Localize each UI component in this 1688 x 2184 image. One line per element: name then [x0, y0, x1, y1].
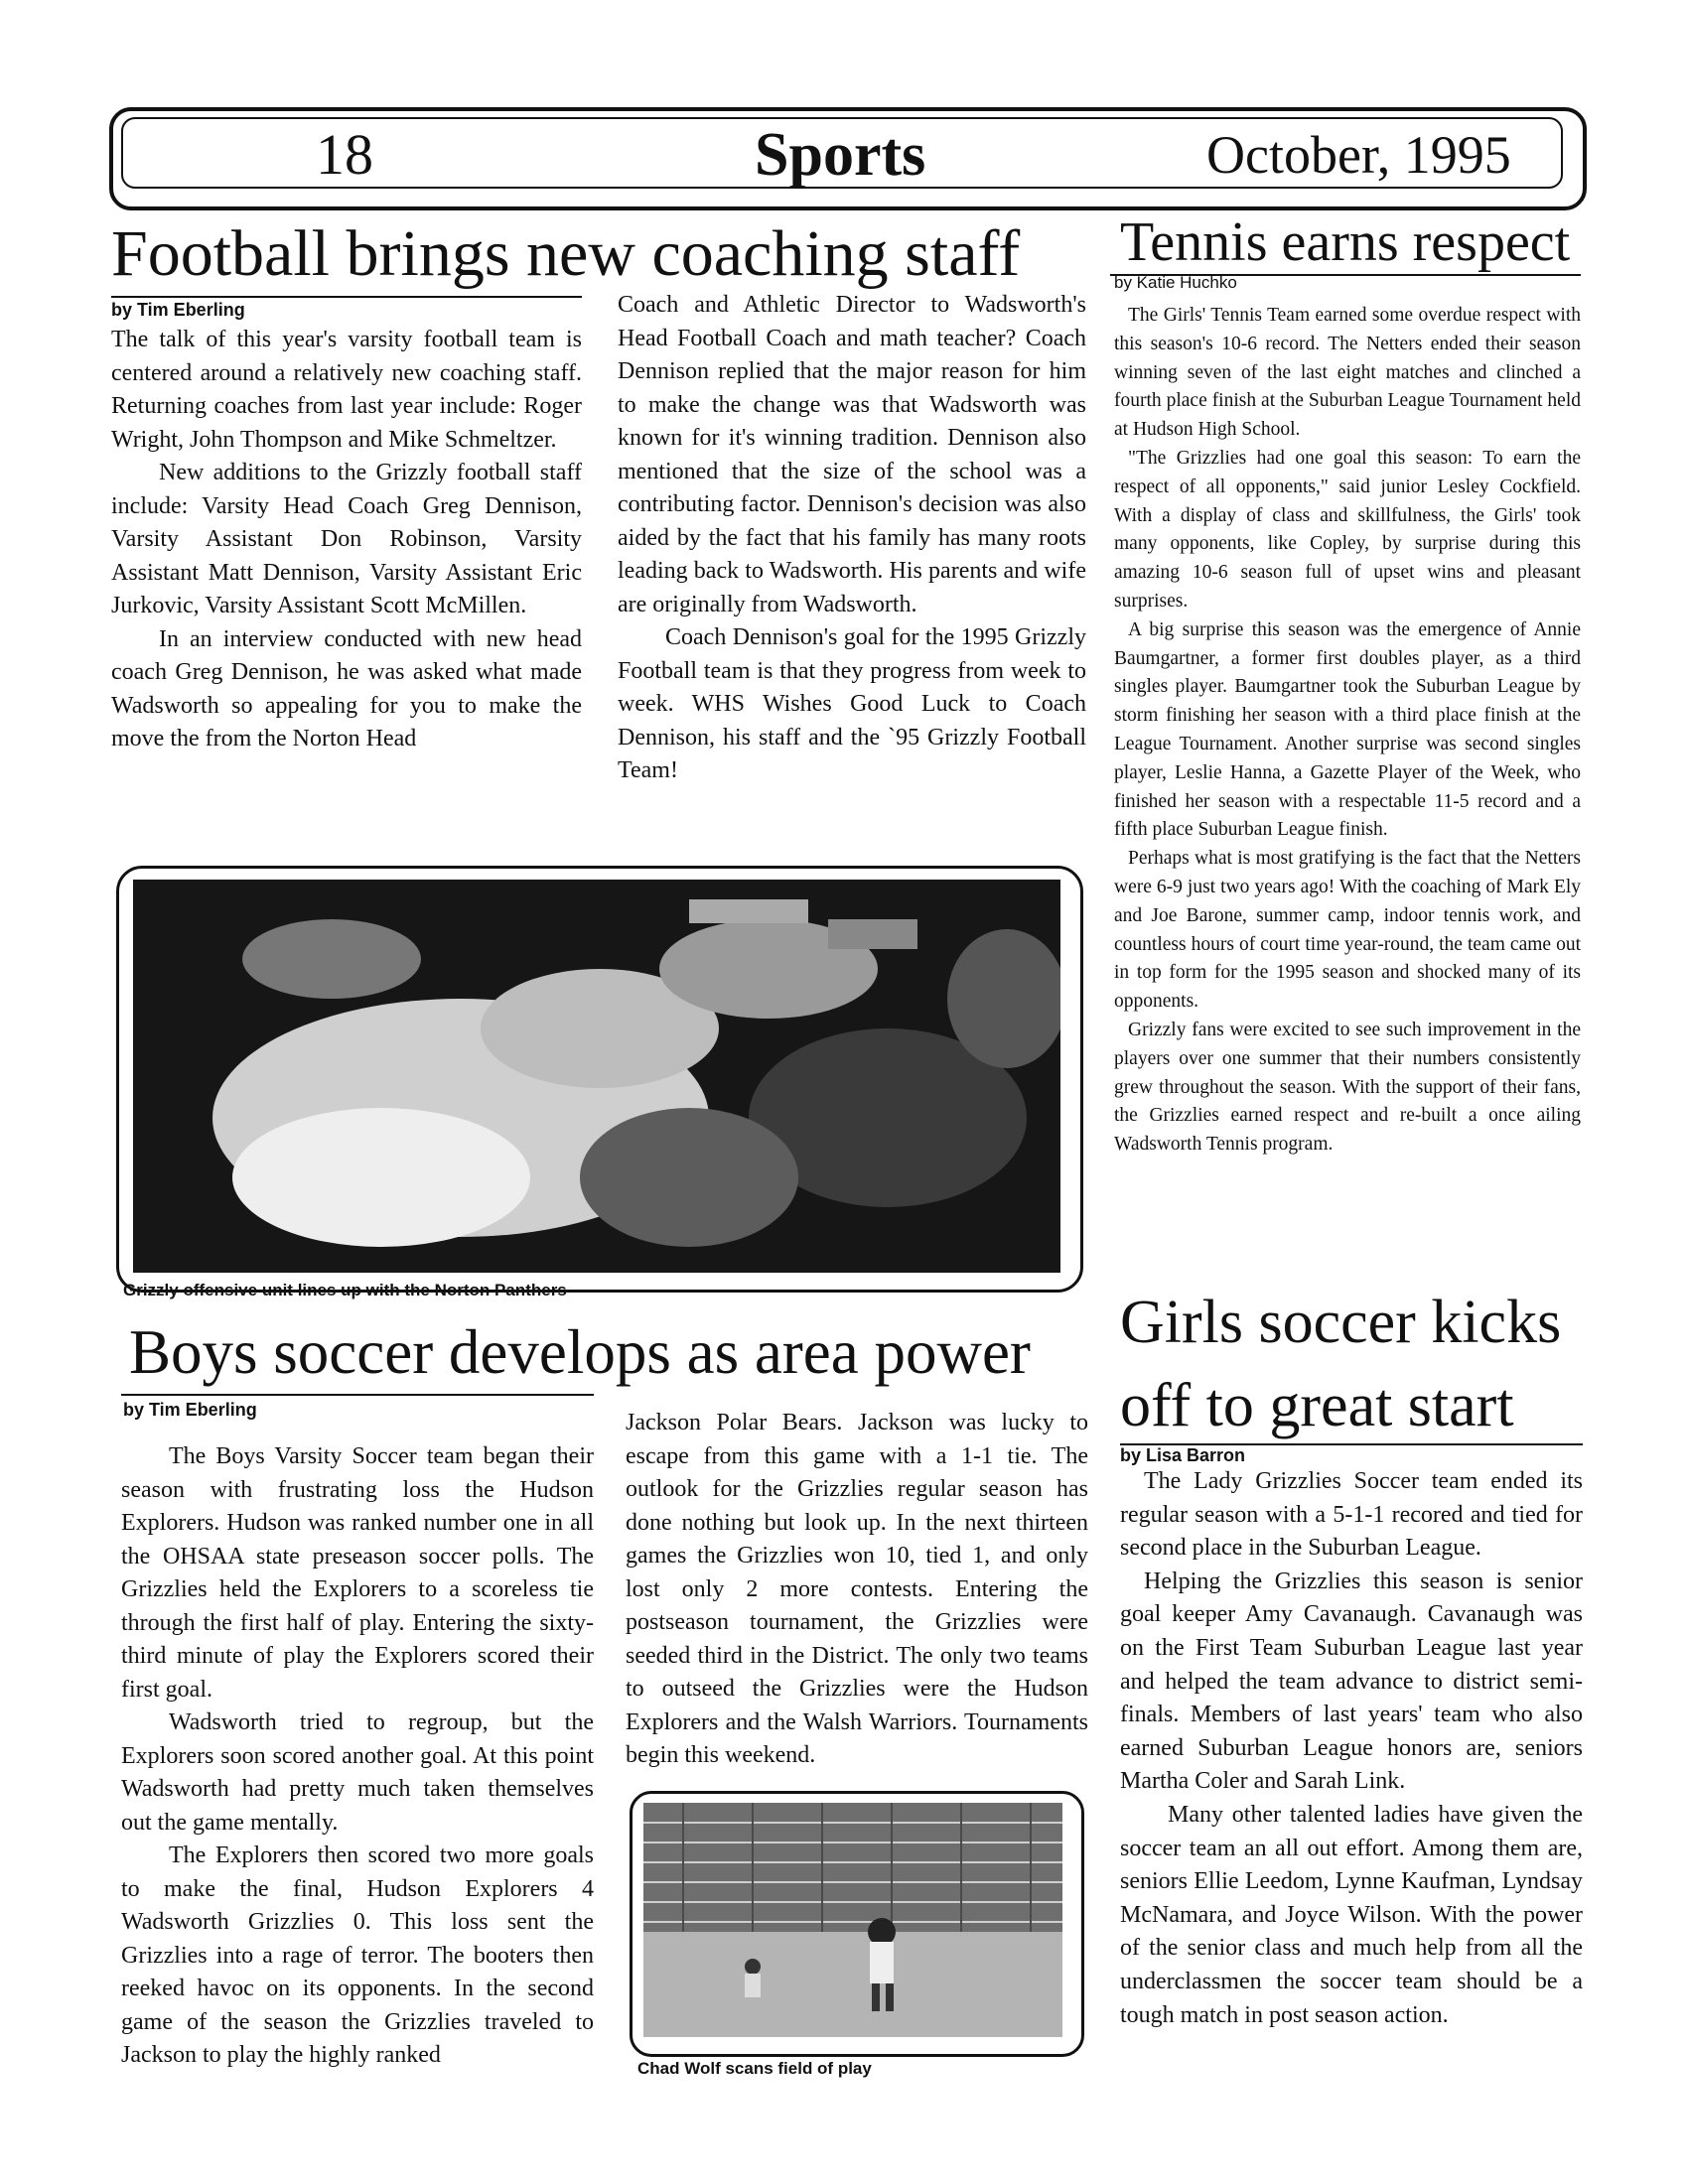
girls-soccer-column	[1120, 1465, 1583, 2032]
football-column-2	[618, 289, 1086, 788]
paragraph: Coach Dennison's goal for the 1995 Grizzly Football team is that they progress from week to week. WHS Wishes Good Luck to Coach Dennison, his staff and the `95 Grizzly Football Team!	[618, 624, 1086, 783]
section-title: Sports	[755, 121, 926, 189]
paragraph: Many other talented ladies have given the soccer team an all out effort. Among them are, seniors Ellie Leedom, Lynne Kaufman, Lyndsay McNamara, and Joyce Wilson. With the power of the senior class and much help from all the underclassmen the soccer team should be a tough match in post season action.	[1120, 1801, 1583, 2028]
girls-soccer-byline: by Lisa Barron	[1120, 1445, 1246, 1465]
paragraph: The Lady Grizzlies Soccer team ended its regular season with a 5-1-1 recored and tied for second place in the Suburban League.	[1120, 1468, 1583, 1562]
girls-soccer-headline: Girls soccer kicks off to great start	[1120, 1289, 1562, 1439]
boys-soccer-byline-rule	[121, 1394, 594, 1396]
soccer-photo	[643, 1803, 1062, 2037]
paragraph: Jackson Polar Bears. Jackson was lucky to escape from this game with a 1-1 tie. The outlook for the Grizzlies regular season has done nothing but look up. In the next thirteen games the Grizzlies won 10, tied 1, and only lost only 2 more contests. Entering the postseason tournament, the Grizzlies were seeded third in the District. The only two teams to outseed the Grizzlies were the Hudson Explorers and the Walsh Warriors. Tournaments begin this weekend.	[626, 1410, 1088, 1768]
boys-soccer-column-2	[626, 1407, 1088, 1773]
tennis-column	[1114, 302, 1581, 1160]
paragraph: Wadsworth tried to regroup, but the Explorers soon scored another goal. At this point Wadsworth had pretty much taken themselves out the game mentally.	[121, 1709, 594, 1836]
football-photo	[133, 880, 1060, 1273]
paragraph: Coach and Athletic Director to Wadsworth's Head Football Coach and math teacher? Coach Dennison replied that the major reason for him to make the change was that Wadsworth was known for it's winning tradition. Dennison also mentioned that the size of the school was a contributing factor. Dennison's decision was also aided by the fact that his family has many roots leading back to Wadsworth. His parents and wife are originally from Wadsworth.	[618, 292, 1086, 617]
paragraph: A big surprise this season was the emergence of Annie Baumgartner, a former first doubles player, as a third singles player. Baumgartner took the Suburban League by storm finishing her season with a third place finish at the League Tournament. Another surprise was second singles player, Leslie Hanna, a Gazette Player of the Week, who finished her season with a respectable 11-5 record and a fifth place Suburban League finish.	[1114, 618, 1581, 841]
boys-soccer-headline: Boys soccer develops as area power	[129, 1317, 1031, 1387]
soccer-field-image	[643, 1803, 1062, 2037]
football-column-1	[111, 324, 582, 756]
tennis-byline: by Katie Huchko	[1114, 273, 1237, 292]
paragraph: Perhaps what is most gratifying is the fact that the Netters were 6-9 just two years ago! With the coaching of Mark Ely and Joe Barone, summer camp, indoor tennis work, and countless hours of court time year-round, the team came out in top form for the 1995 season and shocked many of its opponents.	[1114, 848, 1581, 1013]
boys-soccer-column-1	[121, 1440, 594, 2073]
football-byline: by Tim Eberling	[111, 300, 245, 320]
paragraph: The talk of this year's varsity football team is centered around a relatively new coaching staff. Returning coaches from last year include: Roger Wright, John Thompson and Mike Schmeltzer.	[111, 327, 582, 453]
issue-date: October, 1995	[1206, 125, 1511, 185]
paragraph: "The Grizzlies had one goal this season: To earn the respect of all opponents," said junior Lesley Cockfield. With a display of class and skillfulness, the Girls' took many opponents, like Copley, by surprise during this amazing 10-6 season full of upset wins and pleasant surprises.	[1114, 447, 1581, 612]
paragraph: New additions to the Grizzly football staff include: Varsity Head Coach Greg Dennison, Varsity Assistant Don Robinson, Varsity Assistant Matt Dennison, Varsity Assistant Eric Jurkovic, Varsity Assistant Scott McMillen.	[111, 460, 582, 618]
paragraph: The Girls' Tennis Team earned some overdue respect with this season's 10-6 record. The Netters ended their season winning seven of the last eight matches and clinched a fourth place finish at the Suburban League Tournament held at Hudson High School.	[1114, 305, 1581, 441]
paragraph: The Explorers then scored two more goals to make the final, Hudson Explorers 4 Wadsworth Grizzlies 0. This loss sent the Grizzlies into a rage of terror. The booters then reeked havoc on its opponents. In the second game of the season the Grizzlies traveled to Jackson to play the highly ranked	[121, 1843, 594, 2068]
football-photo-caption: Grizzly offensive unit lines up with the Norton Panthers	[123, 1281, 567, 1299]
paragraph: Grizzly fans were excited to see such improvement in the players over one summer that their numbers consistently grew throughout the season. With the support of their fans, the Grizzlies earned respect and re-built a once ailing Wadsworth Tennis program.	[1114, 1019, 1581, 1156]
page-number: 18	[316, 122, 373, 187]
football-headline: Football brings new coaching staff	[111, 217, 1021, 290]
paragraph: The Boys Varsity Soccer team began their season with frustrating loss the Hudson Explorers. Hudson was ranked number one in all the OHSAA state preseason soccer polls. The Grizzlies held the Explorers to a scoreless tie through the first half of play. Entering the sixty-third minute of play the Explorers scored their first goal.	[121, 1443, 594, 1703]
paragraph: Helping the Grizzlies this season is senior goal keeper Amy Cavanaugh. Cavanaugh was on the First Team Suburban League last year and helped the team advance to district semi-finals. Members of last years' team who also earned Suburban League honors are, seniors Martha Coler and Sarah Link.	[1120, 1568, 1583, 1795]
soccer-photo-caption: Chad Wolf scans field of play	[637, 2059, 872, 2078]
boys-soccer-byline: by Tim Eberling	[123, 1400, 257, 1420]
paragraph: In an interview conducted with new head coach Greg Dennison, he was asked what made Wadsworth so appealing for you to make the move the from the Norton Head	[111, 625, 582, 751]
football-players-image	[133, 880, 1060, 1273]
football-byline-rule	[111, 296, 582, 298]
tennis-headline: Tennis earns respect	[1120, 211, 1571, 273]
